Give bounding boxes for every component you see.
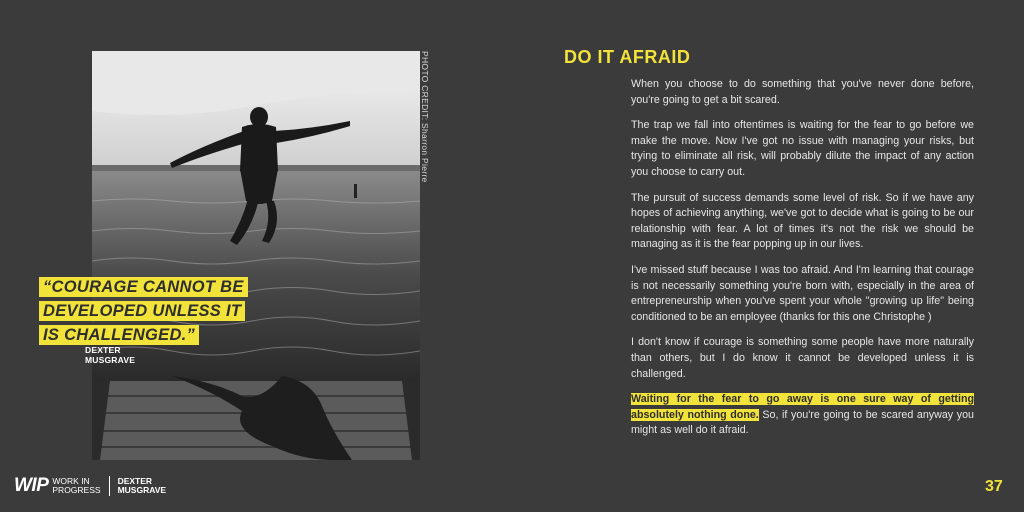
paragraph-6: [631, 392, 974, 439]
wip-tagline: [52, 477, 100, 495]
wip-logo: WIP: [14, 475, 49, 496]
pull-quote-line-1: “COURAGE CANNOT BE: [39, 277, 248, 297]
paragraph-5: I don't know if courage is something some people have more naturally than others, but I do know it cannot be developed unless it is challenged.: [631, 336, 974, 380]
paragraph-3: The pursuit of success demands some level of risk. So if we have any hopes of achieving anything, we've got to decide what is going to be our relationship with fear. A lot of times it's not the risk we should be managing as it is the fear popping up in our lives.: [631, 191, 974, 251]
footer-logo: [14, 475, 166, 497]
wip-tagline-line-1: WORK IN: [52, 476, 90, 486]
article-body: [631, 77, 974, 449]
photo-credit: [420, 51, 432, 191]
logo-divider: [109, 476, 110, 496]
page-number: 37: [985, 478, 1003, 495]
photo-credit-text: PHOTO CREDIT: Sharron Pierre: [420, 51, 430, 183]
jumping-man-photo: [92, 51, 420, 460]
pull-quote-author-first: DEXTER: [85, 345, 121, 355]
paragraph-4: I've missed stuff because I was too afraid. And I'm learning that courage is not necessarily something you're born with, especially in the area of entrepreneurship when you've spent your whole "growing up life" being conditioned to be an employee (thanks for this one Christophe ): [631, 263, 974, 323]
paragraph-1: When you choose to do something that you've never done before, you're going to get a bit scared.: [631, 78, 974, 106]
pull-quote-line-3: IS CHALLENGED.”: [39, 325, 199, 345]
pull-quote: [39, 277, 279, 349]
pull-quote-author: [85, 345, 135, 365]
hero-photo: [92, 51, 420, 460]
pull-quote-author-last: MUSGRAVE: [85, 355, 136, 365]
final-sentence: So, if you're going to be scared anyway you might as well do it afraid.: [631, 408, 974, 437]
article-title: DO IT AFRAID: [564, 47, 691, 67]
pull-quote-line-2: DEVELOPED UNLESS IT: [39, 301, 245, 321]
paragraph-2: The trap we fall into oftentimes is waiting for the fear to go before we make the move. Now I've got no issue with managing your risks, but trying to eliminate all risk, will probably dilute the impact of any action you choose to carry out.: [631, 119, 974, 178]
wip-tagline-line-2: PROGRESS: [52, 485, 101, 495]
footer-author-first: DEXTER: [117, 476, 153, 486]
highlighted-sentence: Waiting for the fear to go away is one sure way of getting absolutely nothing done.: [631, 393, 974, 421]
footer-author-last: MUSGRAVE: [117, 485, 167, 495]
footer-author-logo: [118, 477, 167, 495]
